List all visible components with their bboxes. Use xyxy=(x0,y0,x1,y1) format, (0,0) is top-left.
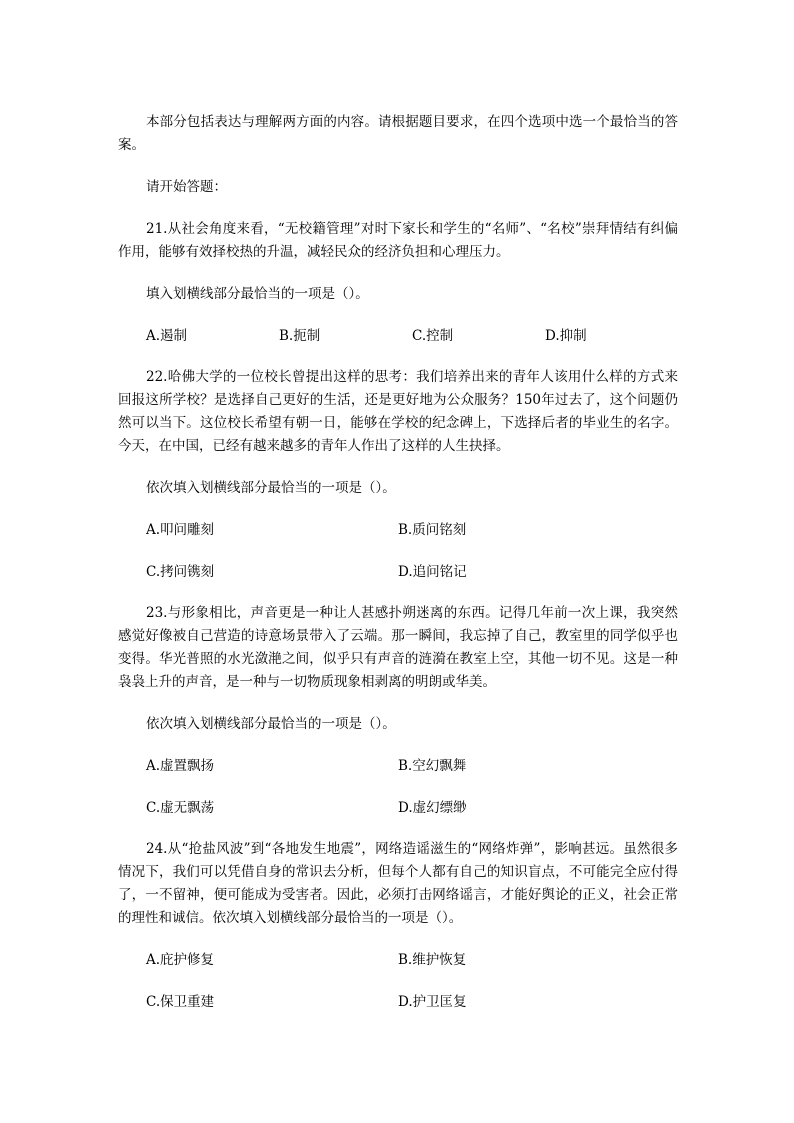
question-22-text: 22.哈佛大学的一位校长曾提出这样的思考：我们培养出来的青年人该用什么样的方式来回报这所学校？是选择自己更好的生活，还是更好地为公众服务？150年过去了，这个问题仍然可以当下。这位校长希望有朝一日，能够在学校的纪念碑上，下选择后者的毕业生的名字。今天，在中国，已经有越来越多的青年人作出了这样的人生抉择。 xyxy=(118,369,678,454)
question-21-options xyxy=(118,325,678,348)
question-23-prompt: 依次填入划横线部分最恰当的一项是（）。 xyxy=(146,716,396,732)
question-23-text: 23.与形象相比，声音更是一种让人甚感扑朔迷离的东西。记得几年前一次上课，我突然感觉好像被自己营造的诗意场景带入了云端。那一瞬间，我忘掉了自己，教室里的同学似乎也变得。华光普照的水光潋滟之间，似乎只有声音的涟漪在教室上空，其他一切不见。这是一种袅袅上升的声音，是一种与一切物质现象相剥离的明朗或华美。 xyxy=(118,605,678,690)
option-a: A.叩问雕刻 xyxy=(146,522,215,538)
option-d: D.追问铭记 xyxy=(398,564,467,580)
question-24-text: 24.从“抢盐风波”到“各地发生地震”，网络造谣滋生的“网络炸弹”，影响甚远。虽然很多情况下，我们可以凭借自身的常识去分析，但每个人都有自己的知识盲点，不可能完全应付得了，一不留神，便可能成为受害者。因此，必须打击网络谣言，才能好舆论的正义，社会正常的理性和诚信。依次填入划横线部分最恰当的一项是（）。 xyxy=(118,841,678,926)
option-c: C.控制 xyxy=(412,328,454,344)
question-21-text: 21.从社会角度来看，“无校籍管理”对时下家长和学生的“名师”、“名校”崇拜情结有纠偏作用，能够有效择校热的升温，减轻民众的经济负担和心理压力。 xyxy=(118,221,678,260)
intro-paragraph: 本部分包括表达与理解两方面的内容。请根据题目要求，在四个选项中选一个最恰当的答案。 xyxy=(118,114,678,153)
option-b: B.质问铭刻 xyxy=(398,522,467,538)
option-a: A.虚置飘扬 xyxy=(146,758,215,774)
option-c: C.保卫重建 xyxy=(146,994,215,1010)
question-22-prompt: 依次填入划横线部分最恰当的一项是（）。 xyxy=(146,480,396,496)
option-b: B.扼制 xyxy=(279,328,321,344)
question-22-options-row-2 xyxy=(118,561,678,584)
option-b: B.空幻飘舞 xyxy=(398,758,467,774)
question-24-options-row-2 xyxy=(118,991,678,1014)
question-22-options-row-1 xyxy=(118,519,678,542)
question-23-options-row-1 xyxy=(118,755,678,778)
option-d: D.抑制 xyxy=(545,328,587,344)
option-a: A.庇护修复 xyxy=(146,952,215,968)
start-prompt: 请开始答题： xyxy=(146,179,227,195)
question-24-options-row-1 xyxy=(118,949,678,972)
option-a: A.遏制 xyxy=(146,328,188,344)
question-23-options-row-2 xyxy=(118,797,678,820)
option-c: C.拷问镌刻 xyxy=(146,564,215,580)
question-21-prompt: 填入划横线部分最恰当的一项是（）。 xyxy=(146,286,369,302)
option-b: B.维护恢复 xyxy=(398,952,467,968)
document-body xyxy=(118,111,678,1014)
option-c: C.虚无飘荡 xyxy=(146,800,215,816)
option-d: D.虚幻缥缈 xyxy=(398,800,467,816)
option-d: D.护卫匡复 xyxy=(398,994,467,1010)
